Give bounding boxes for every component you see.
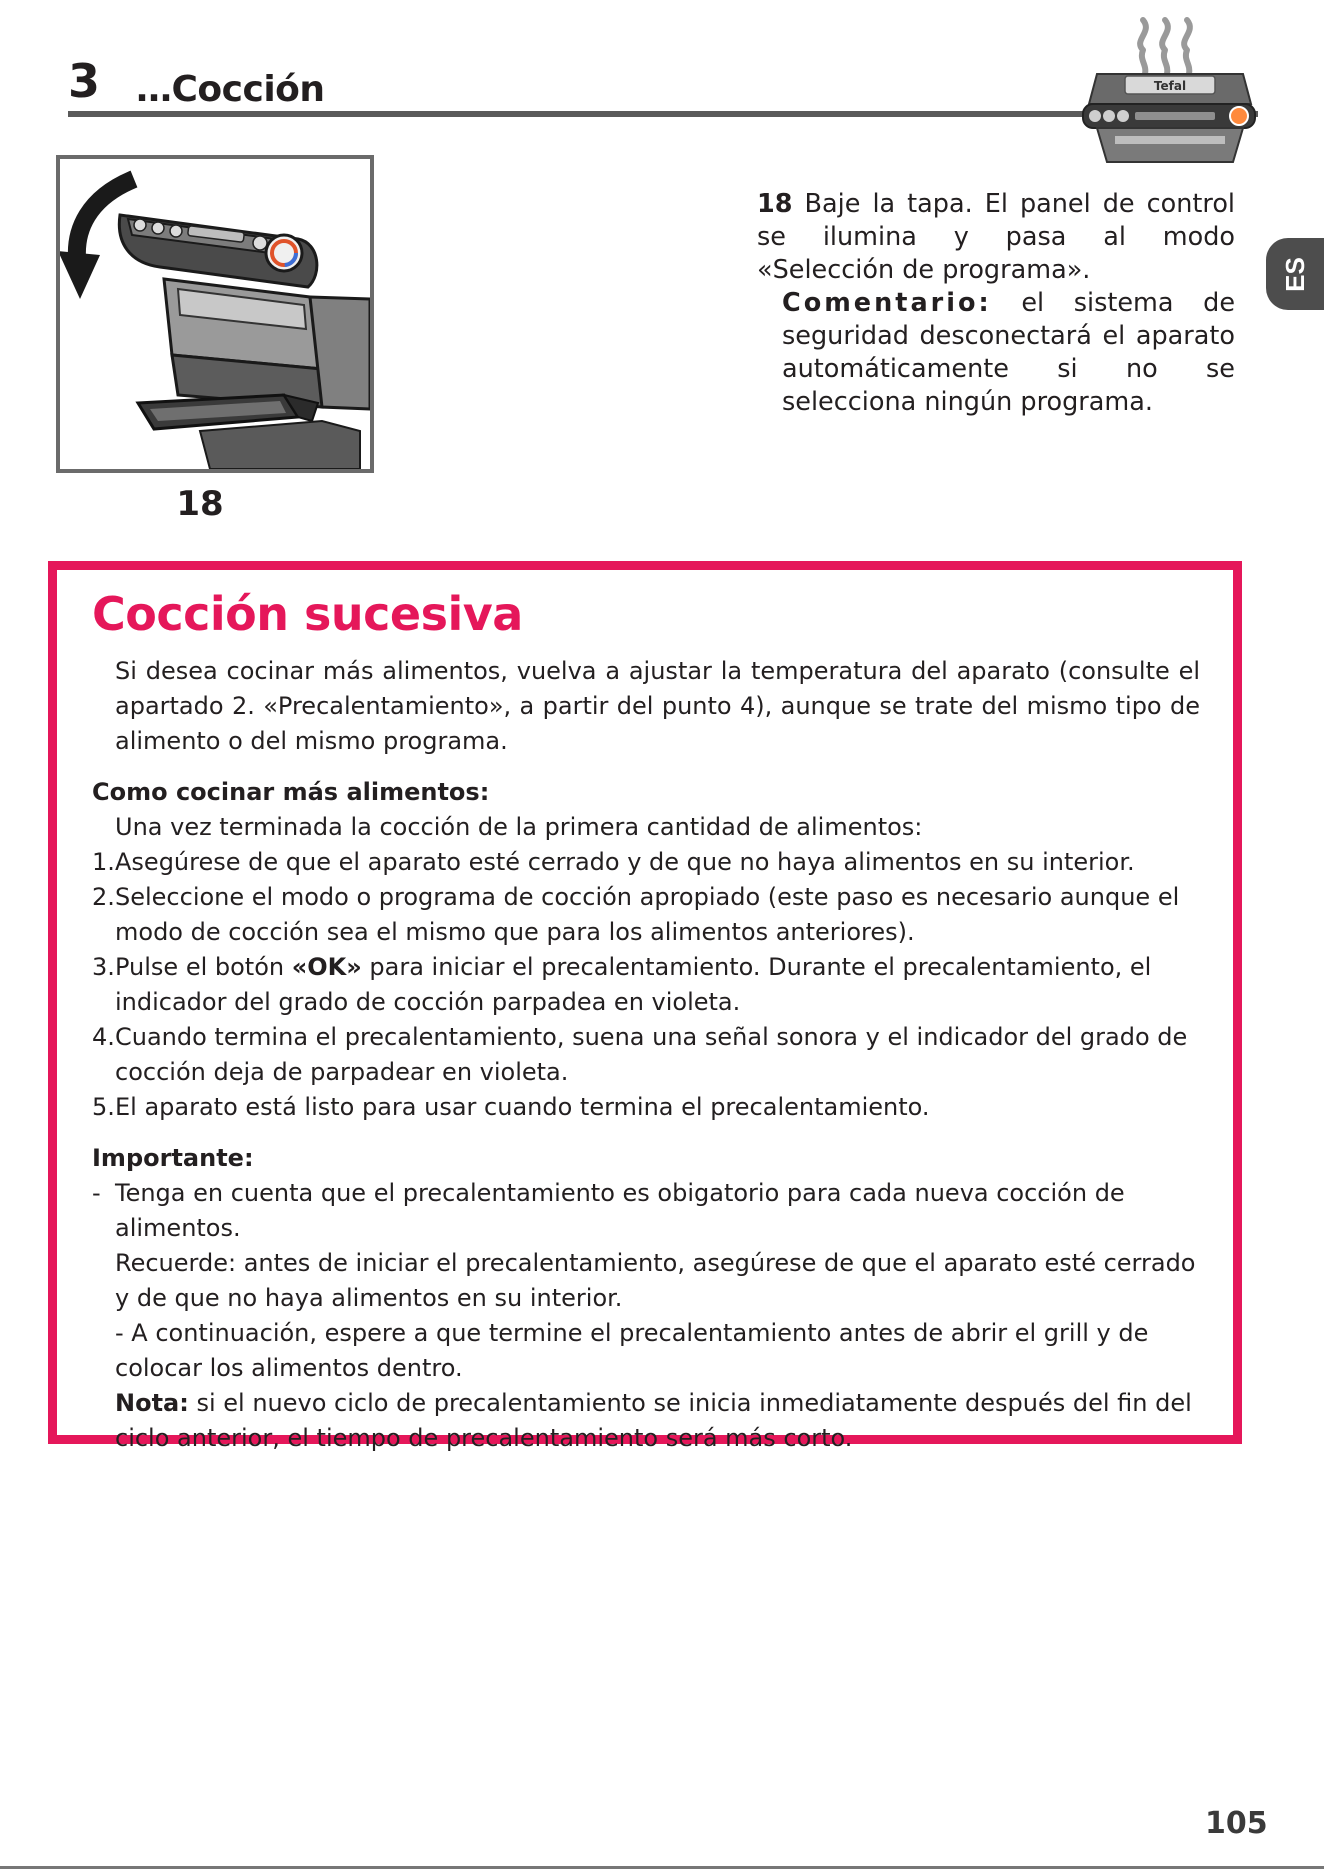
important-continuation: - A continuación, espere a que termine el precalentamiento antes de abrir el grill y de colocar los alimentos dentro. [115, 1319, 1149, 1382]
step-18-note [757, 287, 1235, 419]
list-item-text-post: para iniciar el precalentamiento. Durante el precalentamiento, el indicador del grado de cocción parpadea en violeta. [115, 953, 1152, 1016]
list-item [92, 1020, 1200, 1090]
note-text: el sistema de seguridad desconectará el aparato automáticamente si no se selecciona ningún programa. [782, 288, 1236, 417]
note-label: Comentario: [782, 288, 992, 318]
box-title: Cocción sucesiva [92, 587, 523, 641]
list-item [92, 845, 1200, 880]
page-number: 105 [1205, 1806, 1268, 1841]
list-item-text: Seleccione el modo o programa de cocción apropiado (este paso es necesario aunque el modo de cocción sea el mismo que para los alimentos anteriores). [115, 883, 1180, 946]
dash-marker: - [92, 1179, 101, 1207]
step-illustration [56, 155, 374, 473]
step-text: Baje la tapa. El panel de control se ilumina y pasa al modo «Selección de programa». [757, 189, 1236, 285]
nota-paragraph [92, 1386, 1200, 1456]
ok-button-label: «OK» [291, 953, 362, 981]
list-item [92, 950, 1200, 1020]
grill-icon [1075, 12, 1265, 170]
nota-text: si el nuevo ciclo de precalentamiento se inicia inmediatamente después del fin del ciclo anterior, el tiempo de precalentamiento será más corto. [115, 1389, 1192, 1452]
how-heading: Como cocinar más alimentos: [92, 778, 490, 806]
step-number: 18 [757, 189, 793, 219]
box-body [92, 654, 1200, 1456]
grill-brand-label: Tefal [1153, 79, 1187, 93]
list-item [92, 880, 1200, 950]
list-item-number: 3. [92, 953, 115, 981]
list-item-text-pre: Pulse el botón [115, 953, 292, 981]
important-heading: Importante: [92, 1144, 254, 1172]
section-number: 3 [68, 54, 100, 108]
step-18-paragraph [757, 188, 1235, 287]
list-item-number: 1. [92, 848, 115, 876]
language-tab-label: ES [1279, 256, 1310, 292]
important-item [92, 1176, 1200, 1246]
important-reminder: Recuerde: antes de iniciar el precalentamiento, asegúrese de que el aparato esté cerrado y de que no haya alimentos en su interior. [115, 1249, 1196, 1312]
list-item-number: 2. [92, 883, 115, 911]
list-item-number: 4. [92, 1023, 115, 1051]
how-intro: Una vez terminada la cocción de la primera cantidad de alimentos: [115, 813, 923, 841]
bottom-rule [0, 1866, 1324, 1869]
list-item-number: 5. [92, 1093, 115, 1121]
figure-caption: 18 [176, 484, 224, 524]
important-text: Tenga en cuenta que el precalentamiento es obigatorio para cada nueva cocción de alimentos. [115, 1179, 1125, 1242]
list-item-text: Cuando termina el precalentamiento, suena una señal sonora y el indicador del grado de cocción deja de parpadear en violeta. [115, 1023, 1188, 1086]
step-18 [757, 188, 1235, 419]
language-tab [1266, 238, 1324, 310]
list-item [92, 1090, 1200, 1125]
list-item-text: Asegúrese de que el aparato esté cerrado y de que no haya alimentos en su interior. [115, 848, 1135, 876]
nota-label: Nota: [115, 1389, 189, 1417]
section-title: …Cocción [136, 69, 325, 110]
list-item-text: El aparato está listo para usar cuando termina el precalentamiento. [115, 1093, 930, 1121]
intro-paragraph: Si desea cocinar más alimentos, vuelva a ajustar la temperatura del aparato (consulte el apartado 2. «Precalentamiento», a partir del punto 4), aunque se trate del mismo tipo de alimento o del mismo programa. [115, 657, 1200, 755]
